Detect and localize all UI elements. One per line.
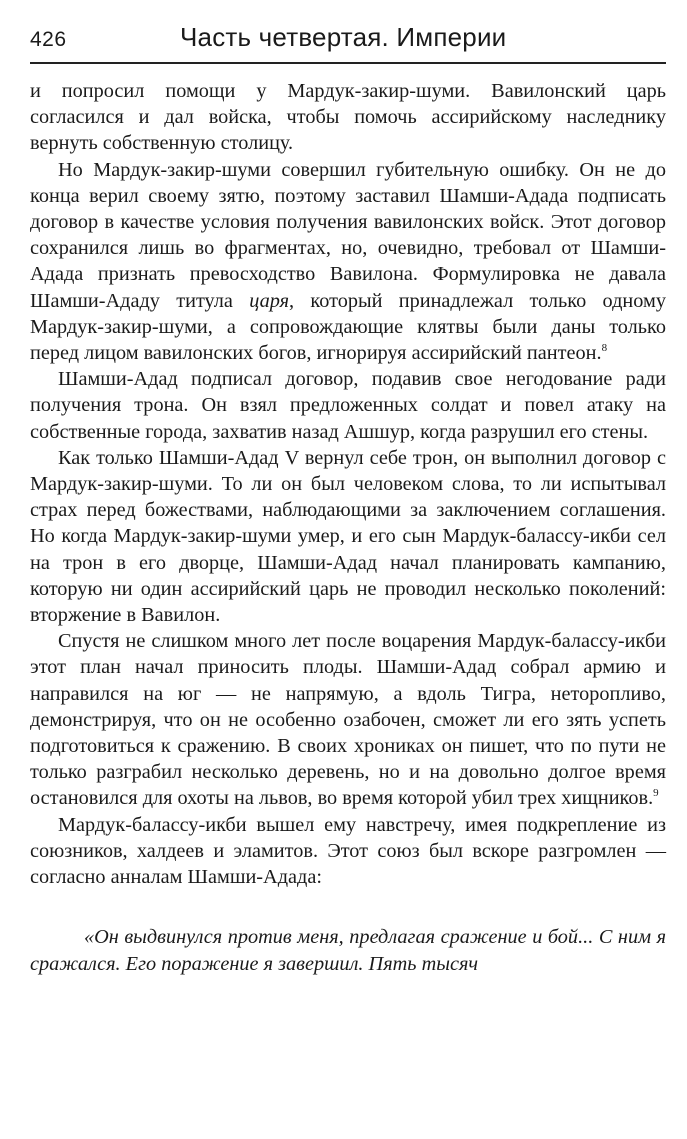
- paragraph-2-emphasis: царя: [249, 289, 290, 312]
- paragraph-3: Шамши-Адад подписал договор, подавив свое негодование ради получения трона. Он взял предложенных солдат и повел атаку на собственные города, захватив назад Ашшур, когда разрушил его стены.: [30, 368, 666, 443]
- paragraph-2-text-a: Но Мардук-закир-шуми совершил губительную ошибку. Он не до конца верил своему зятю, поэтому заставил Шамши-Адада подписать договор в качестве условия получения вавилонских войск. Этот договор сохранился лишь во фрагментах, но, очевидно, требовал от Шамши-Адада признать превосходство Вавилона. Формулировка не давала Шамши-Ададу титула: [30, 158, 666, 312]
- footnote-marker-8: 8: [601, 342, 608, 355]
- body-text: [30, 78, 666, 890]
- book-page: [30, 18, 666, 1128]
- block-quote: [30, 924, 666, 976]
- paragraph-6: Мардук-балассу-икби вышел ему навстречу, имея подкрепление из союзников, халдеев и эламитов. Этот союз был вскоре разгромлен — согласно анналам Шамши-Адада:: [30, 813, 666, 889]
- running-title: Часть четвертая. Империи: [180, 22, 507, 52]
- paragraph-5-text: Спустя не слишком много лет после воцарения Мардук-балассу-икби этот план начал приносить плоды. Шамши-Адад собрал армию и направился на юг — не напрямую, а вдоль Тигра, неторопливо, демонстрируя, что он не особенно озабочен, сможет ли его зять успеть подготовиться к сражению. В своих хрониках он пишет, что по пути не только разграбил несколько деревень, но и на довольно долгое время остановился для охоты на львов, во время которой убил трех хищников.: [30, 630, 666, 810]
- paragraph-1: и попросил помощи у Мардук-закир-шуми. Вавилонский царь согласился и дал войска, чтобы помочь ассирийскому наследнику вернуть собственную столицу.: [30, 80, 666, 155]
- footnote-marker-9: 9: [653, 787, 659, 800]
- page-header: [30, 18, 666, 64]
- quote-text: «Он выдвинулся против меня, предлагая сражение и бой... С ним я сражался. Его поражение я завершил. Пять тысяч: [30, 926, 666, 975]
- paragraph-2: [30, 157, 666, 367]
- page-number: 426: [30, 28, 67, 51]
- paragraph-4: Как только Шамши-Адад V вернул себе трон, он выполнил договор с Мардук-закир-шуми. То ли он был человеком слова, то ли испытывал страх перед божествами, наблюдающими за заключением соглашения. Но когда Мардук-закир-шуми умер, и его сын Мардук-балассу-икби сел на трон в его дворце, Шамши-Адад начал планировать кампанию, которую ни один ассирийский царь не проводил несколько поколений: вторжение в Вавилон.: [30, 446, 666, 627]
- paragraph-5: [30, 628, 666, 811]
- paragraph-2-text-b: , который принадлежал только одному Мардук-закир-шуми, а сопровождающие клятвы были даны только перед лицом вавилонских богов, игнорируя ассирийский пантеон.: [30, 289, 667, 365]
